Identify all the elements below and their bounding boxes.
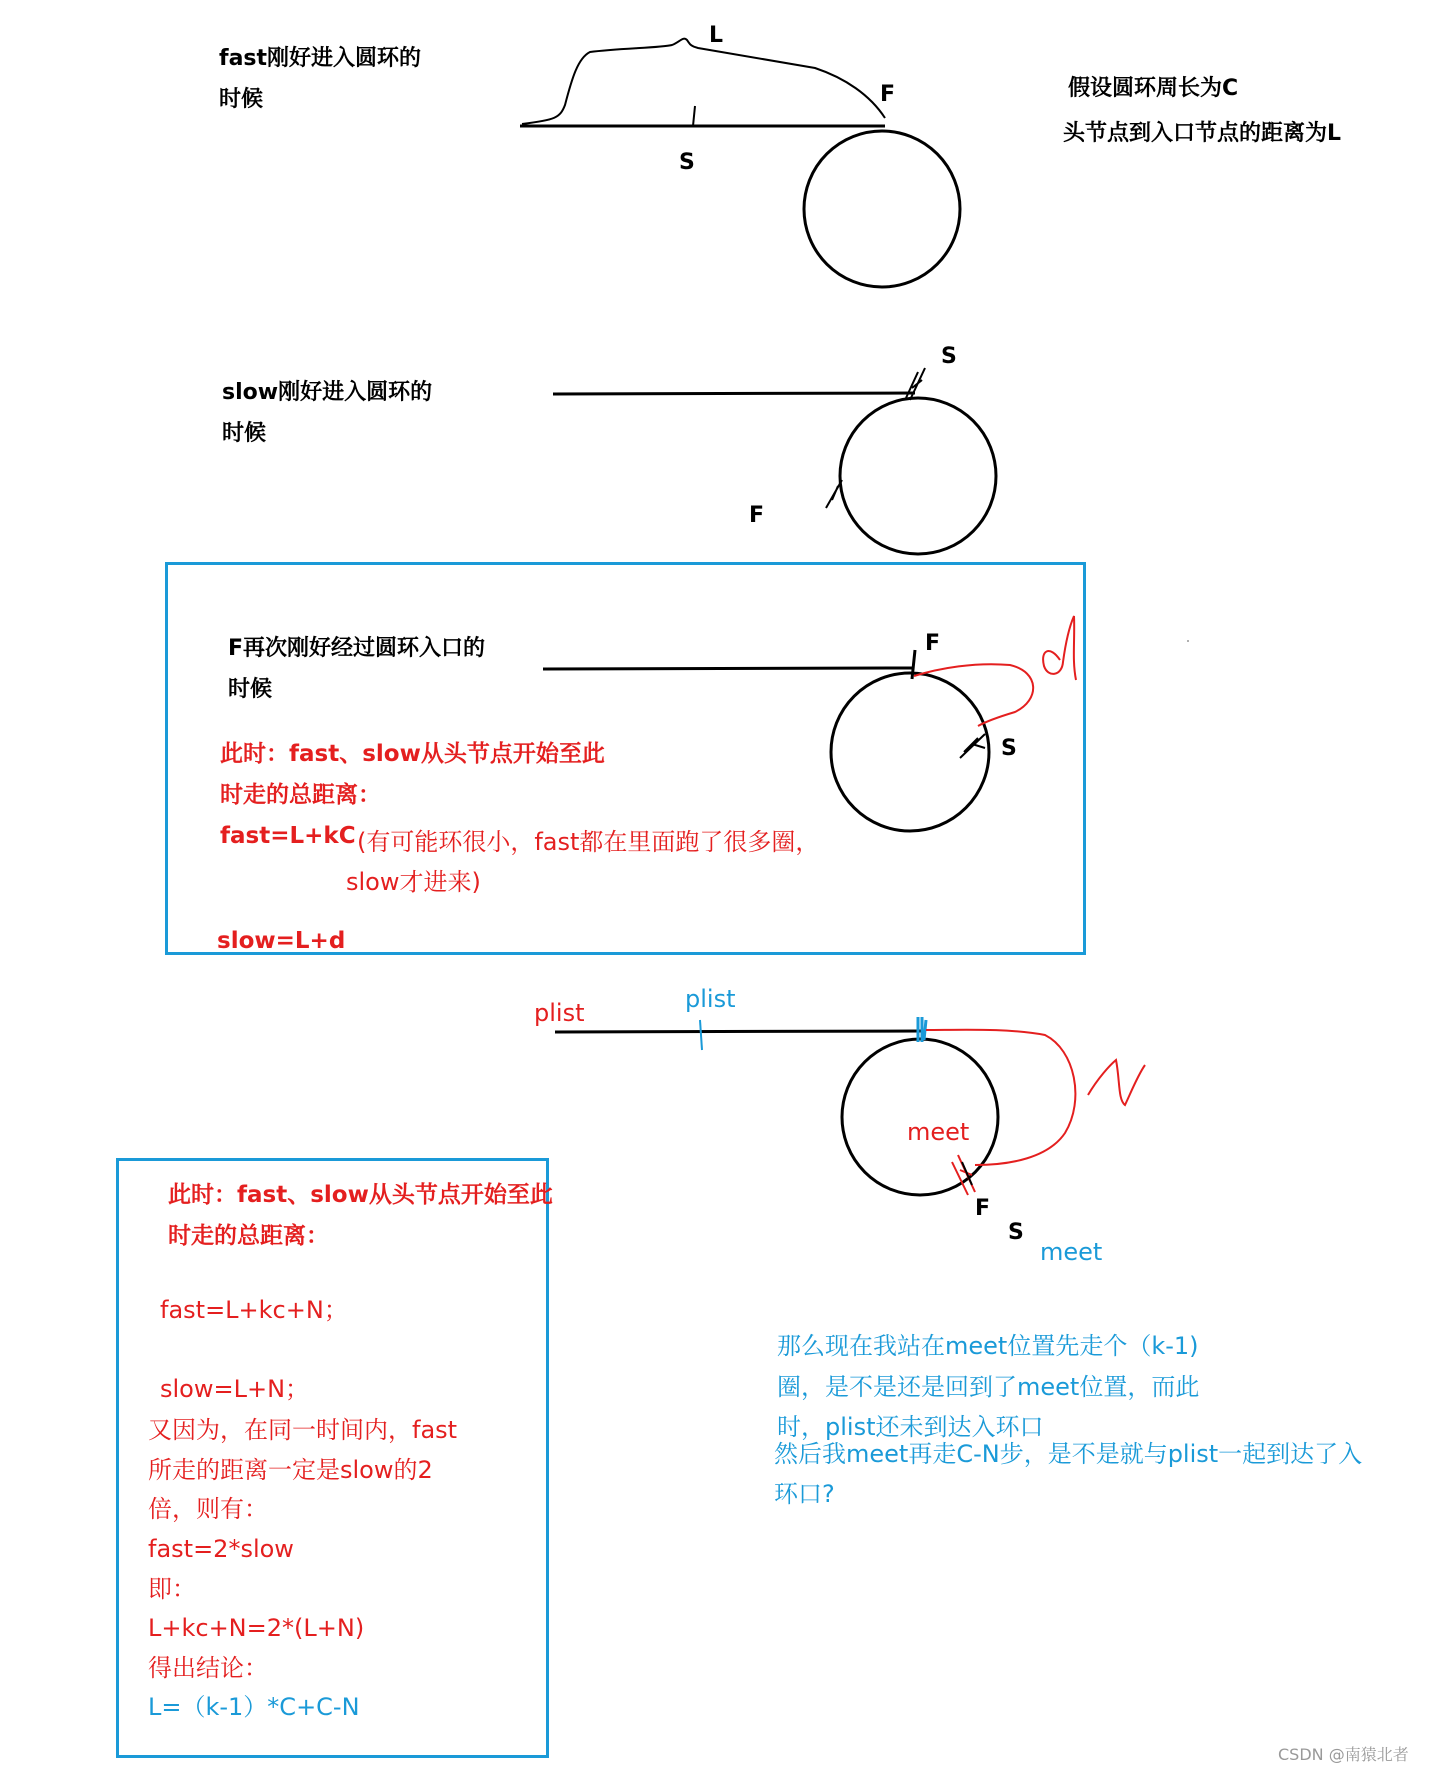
fast-tick-2 <box>826 480 842 508</box>
meet-tick <box>952 1155 975 1195</box>
linked-list-line-4 <box>555 1031 922 1032</box>
label-S-4: S <box>1008 1220 1024 1245</box>
ring-1 <box>804 131 960 287</box>
label-F-4: F <box>975 1196 991 1221</box>
label-S-1: S <box>679 150 695 175</box>
caption-fast-enters: fast刚好进入圆环的 <box>219 46 422 71</box>
heading-total-distance-2: 此时：fast、slow从头节点开始至此 <box>168 1182 553 1208</box>
heading-total-distance-1: 此时：fast、slow从头节点开始至此 <box>220 741 605 767</box>
ring-4 <box>842 1039 998 1195</box>
derivation-line-4: fast=2*slow <box>148 1535 294 1563</box>
derivation-line-1: 又因为，在同一时间内，fast <box>148 1416 458 1444</box>
derivation-line-6: L+kc+N=2*(L+N) <box>148 1614 365 1642</box>
label-S-3: S <box>1001 736 1017 761</box>
equation-fast-2: fast=L+kc+N； <box>160 1296 348 1324</box>
explanation-line-1: 那么现在我站在meet位置先走个（k-1) <box>777 1332 1199 1360</box>
explanation-line-4: 然后我meet再走C-N步，是不是就与plist一起到达了入 <box>774 1440 1363 1468</box>
linked-list-line-2 <box>553 393 915 394</box>
distance-L-curve <box>522 39 885 124</box>
ring-2 <box>840 398 996 554</box>
label-plist-blue: plist <box>685 985 736 1013</box>
derivation-line-5: 即： <box>148 1575 196 1603</box>
explanation-line-2: 圈，是不是还是回到了meet位置，而此 <box>777 1373 1200 1401</box>
note-small-ring-2: slow才进来) <box>346 868 481 896</box>
caption-fast-passes-entry-2: 时候 <box>228 677 273 702</box>
plist-tick-blue <box>700 1020 702 1050</box>
conclusion-formula: L=（k-1）*C+C-N <box>148 1693 360 1721</box>
note-circumference: 假设圆环周长为C <box>1068 76 1239 101</box>
label-meet-blue: meet <box>1040 1238 1103 1266</box>
explanation-line-5: 环口? <box>774 1480 835 1508</box>
label-F-1: F <box>880 82 896 107</box>
derivation-line-2: 所走的距离一定是slow的2 <box>148 1456 433 1484</box>
note-distance-L: 头节点到入口节点的距离为L <box>1063 121 1342 146</box>
equation-slow-1: slow=L+d <box>217 928 346 954</box>
letter-N-scribble <box>1088 1060 1145 1105</box>
stray-dot <box>1187 640 1189 642</box>
heading-total-distance-1b: 时走的总距离： <box>220 782 381 808</box>
explanation-line-3: 时，plist还未到达入环口 <box>777 1413 1044 1441</box>
label-meet-red: meet <box>907 1118 970 1146</box>
csdn-watermark: CSDN @南猿北者 <box>1278 1745 1409 1764</box>
caption-slow-enters: slow刚好进入圆环的 <box>222 380 433 405</box>
label-plist-red: plist <box>534 999 585 1027</box>
caption-fast-passes-entry: F再次刚好经过圆环入口的 <box>228 636 486 661</box>
caption-fast-enters-2: 时候 <box>219 87 264 112</box>
derivation-line-3: 倍，则有： <box>148 1495 268 1523</box>
label-L: L <box>709 23 724 48</box>
label-S-2: S <box>941 344 957 369</box>
note-small-ring: (有可能环很小，fast都在里面跑了很多圈， <box>357 828 820 856</box>
label-F-3: F <box>925 631 941 656</box>
slow-tick-2 <box>906 368 925 400</box>
caption-slow-enters-2: 时候 <box>222 421 267 446</box>
slow-tick-1 <box>693 106 695 126</box>
derivation-line-7: 得出结论： <box>148 1654 268 1682</box>
entry-tick-blue <box>918 1017 926 1042</box>
heading-total-distance-2b: 时走的总距离： <box>168 1223 329 1249</box>
label-F-2: F <box>749 503 765 528</box>
equation-fast-1: fast=L+kC <box>220 823 356 849</box>
equation-slow-2: slow=L+N； <box>160 1375 310 1403</box>
